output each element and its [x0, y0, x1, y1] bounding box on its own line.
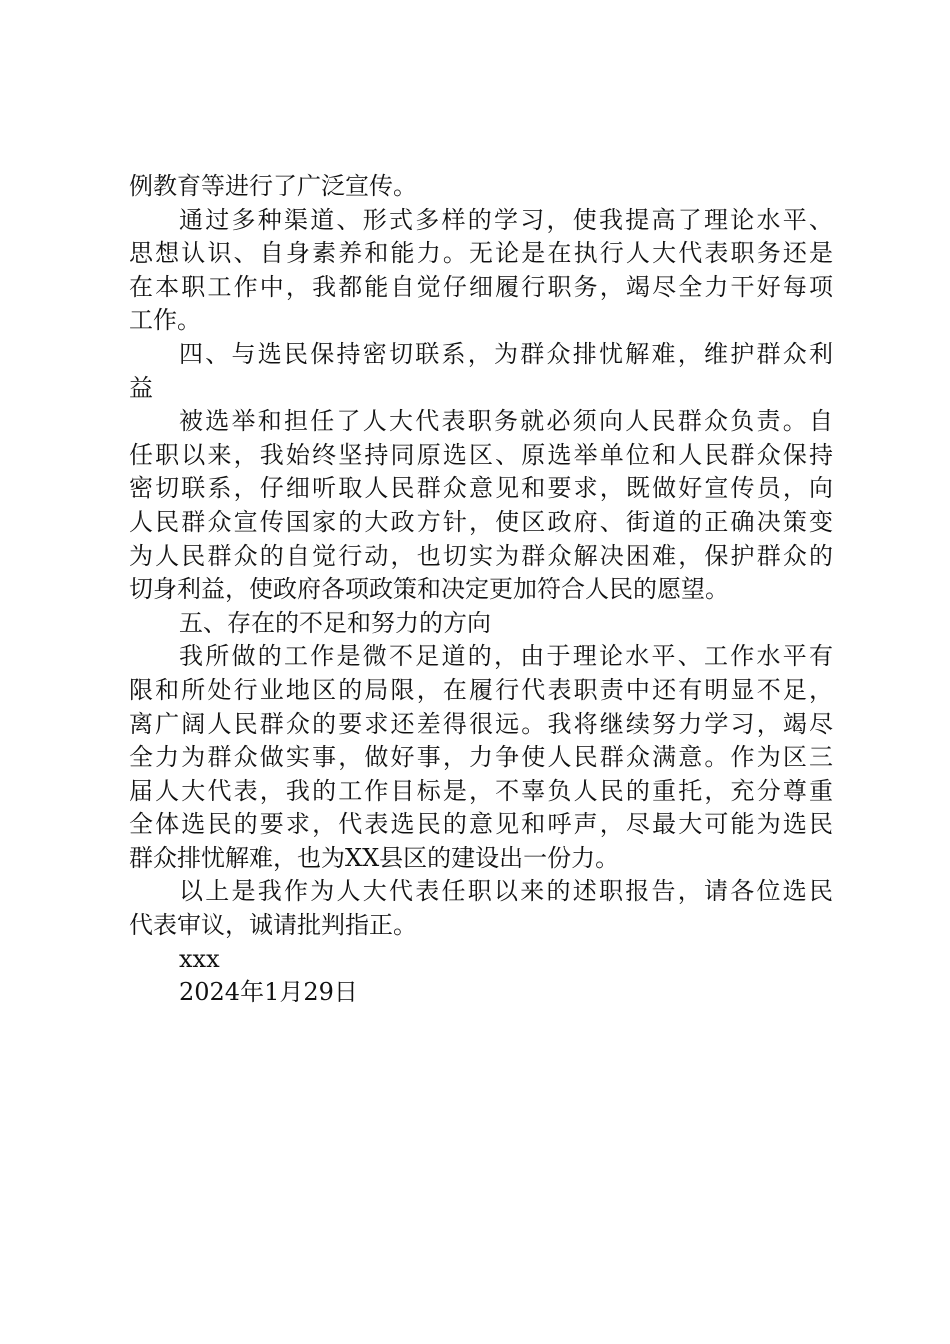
body-line: 例教育等进行了广泛宣传。 — [129, 172, 417, 200]
section-heading: 五、存在的不足和努力的方向 — [179, 608, 491, 637]
body-line: 任职以来，我始终坚持同原选区、原选举单位和人民群众保持 — [129, 440, 833, 469]
signature-name: xxx — [179, 944, 220, 973]
body-line: 离广阔人民群众的要求还差得很远。我将继续努力学习，竭尽 — [129, 709, 833, 738]
body-line: 工作。 — [129, 306, 201, 335]
body-line: 为人民群众的自觉行动，也切实为群众解决困难，保护群众的 — [129, 541, 833, 570]
body-line: 通过多种渠道、形式多样的学习，使我提高了理论水平、 — [179, 205, 833, 234]
body-line: 以上是我作为人大代表任职以来的述职报告，请各位选民 — [179, 877, 833, 906]
body-line: 群众排忧解难，也为XX县区的建设出一份力。 — [129, 843, 620, 872]
body-line: 届人大代表，我的工作目标是，不辜负人民的重托，充分尊重 — [129, 776, 833, 805]
signature-date: 2024年1月29日 — [179, 978, 358, 1007]
body-line: 密切联系，仔细听取人民群众意见和要求，既做好宣传员，向 — [129, 474, 833, 503]
body-line: 全体选民的要求，代表选民的意见和呼声，尽最大可能为选民 — [129, 810, 833, 839]
section-heading: 益 — [129, 373, 153, 402]
body-line: 全力为群众做实事，做好事，力争使人民群众满意。作为区三 — [129, 743, 833, 772]
body-line: 我所做的工作是微不足道的，由于理论水平、工作水平有 — [179, 642, 833, 671]
body-line: 代表审议，诚请批判指正。 — [129, 911, 417, 940]
body-line: 切身利益，使政府各项政策和决定更加符合人民的愿望。 — [129, 575, 729, 604]
body-line: 思想认识、自身素养和能力。无论是在执行人大代表职务还是 — [129, 239, 833, 268]
body-line: 被选举和担任了人大代表职务就必须向人民群众负责。自 — [179, 407, 833, 436]
body-line: 限和所处行业地区的局限，在履行代表职责中还有明显不足， — [129, 675, 833, 704]
body-line: 在本职工作中，我都能自觉仔细履行职务，竭尽全力干好每项 — [129, 272, 833, 301]
document-body — [129, 170, 833, 1010]
body-line: 人民群众宣传国家的大政方针，使区政府、街道的正确决策变 — [129, 507, 833, 536]
section-heading: 四、与选民保持密切联系，为群众排忧解难，维护群众利 — [179, 339, 833, 368]
